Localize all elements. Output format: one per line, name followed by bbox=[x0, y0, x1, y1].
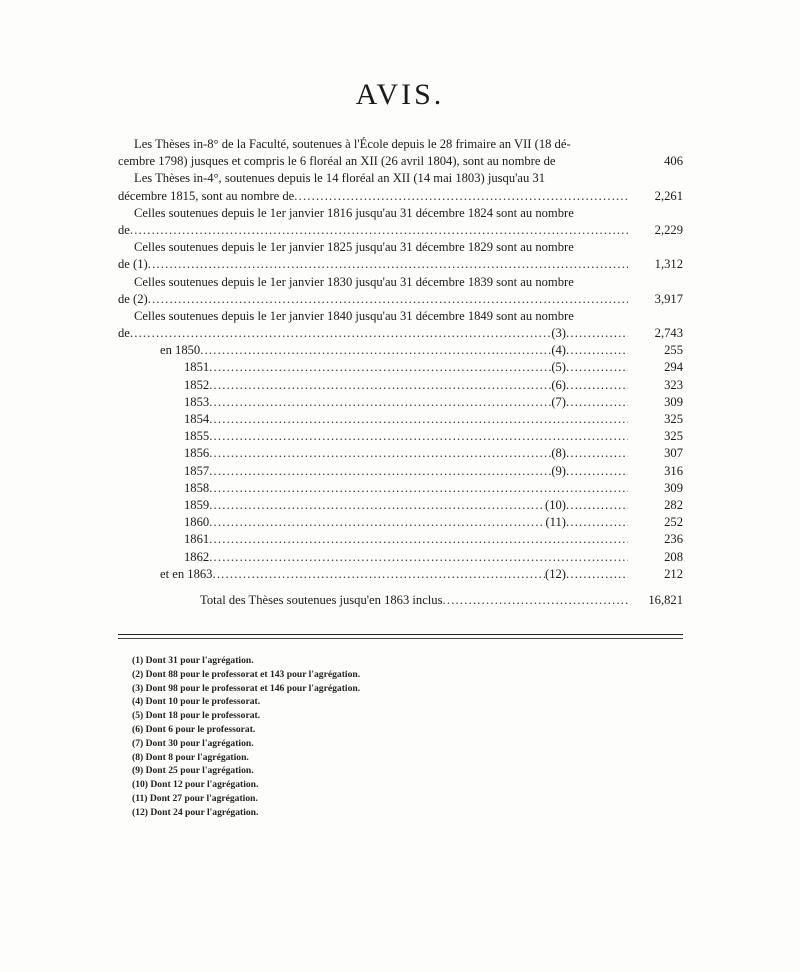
year-row bbox=[118, 497, 683, 514]
count-1840-1849: 2,743 bbox=[654, 326, 683, 341]
para-2-line-2 bbox=[118, 188, 683, 205]
count-1830-1839: 3,917 bbox=[654, 291, 683, 306]
footnote: (1) Dont 31 pour l'agrégation. bbox=[132, 655, 254, 666]
year-row bbox=[118, 549, 683, 566]
para-3-line-2 bbox=[118, 222, 683, 239]
leader bbox=[209, 480, 628, 497]
para-5-text-1: Celles soutenues depuis le 1er janvier 1830 jusqu'au 31 décembre 1839 sont au nombre bbox=[134, 274, 574, 289]
leader bbox=[566, 359, 628, 376]
footnote: (2) Dont 88 pour le professorat et 143 pour l'agrégation. bbox=[132, 668, 361, 680]
year-row bbox=[118, 463, 683, 480]
leader bbox=[209, 549, 628, 566]
year-count: 255 bbox=[664, 343, 683, 358]
leader bbox=[209, 445, 551, 462]
year-label: 1857 bbox=[184, 463, 210, 478]
divider-rule-thin bbox=[118, 638, 683, 639]
year-count: 282 bbox=[664, 497, 683, 512]
year-count: 323 bbox=[664, 377, 683, 392]
footnote: (3) Dont 98 pour le professorat et 146 pour l'agrégation. bbox=[132, 682, 361, 694]
leader bbox=[130, 222, 628, 239]
footnote: (5) Dont 18 pour le professorat. bbox=[132, 710, 261, 722]
leader bbox=[566, 445, 628, 462]
footnote-ref: (7) bbox=[551, 394, 566, 409]
year-count: 294 bbox=[664, 360, 683, 375]
year-count: 307 bbox=[664, 446, 683, 461]
total-value: 16,821 bbox=[648, 592, 683, 607]
footnote: (10) Dont 12 pour l'agrégation. bbox=[132, 779, 259, 791]
year-label: 1855 bbox=[184, 429, 210, 444]
footnote-ref: (12) bbox=[545, 566, 566, 581]
year-count: 316 bbox=[664, 463, 683, 478]
divider-rule bbox=[118, 634, 683, 635]
leader bbox=[209, 463, 551, 480]
leader bbox=[209, 428, 628, 445]
leader bbox=[209, 497, 545, 514]
footnote: (11) Dont 27 pour l'agrégation. bbox=[132, 792, 258, 804]
leader bbox=[566, 325, 628, 342]
year-rows bbox=[118, 342, 683, 583]
para-3-line-1 bbox=[118, 205, 683, 222]
para-6-text-1: Celles soutenues depuis le 1er janvier 1840 jusqu'au 31 décembre 1849 sont au nombre bbox=[134, 308, 574, 323]
year-row bbox=[118, 394, 683, 411]
leader bbox=[209, 394, 551, 411]
para-1-line-1 bbox=[118, 136, 683, 153]
footnote-ref: (10) bbox=[545, 497, 566, 512]
year-label: 1856 bbox=[184, 446, 210, 461]
leader bbox=[130, 325, 551, 342]
year-row bbox=[118, 411, 683, 428]
year-label: 1851 bbox=[184, 360, 210, 375]
count-1825-1829: 1,312 bbox=[654, 257, 683, 272]
leader bbox=[209, 377, 551, 394]
leader bbox=[209, 359, 551, 376]
year-row bbox=[118, 514, 683, 531]
year-label: 1858 bbox=[184, 480, 210, 495]
footnote-ref: (6) bbox=[551, 377, 566, 392]
year-count: 236 bbox=[664, 532, 683, 547]
leader bbox=[209, 531, 628, 548]
footnote-ref: (8) bbox=[551, 446, 566, 461]
para-4-text-2: de (1) bbox=[118, 257, 148, 272]
leader bbox=[566, 566, 628, 583]
footnote: (6) Dont 6 pour le professorat. bbox=[132, 723, 256, 735]
year-row bbox=[118, 377, 683, 394]
para-5-text-2: de (2) bbox=[118, 291, 148, 306]
footnote-ref: (9) bbox=[551, 463, 566, 478]
footnote: (9) Dont 25 pour l'agrégation. bbox=[132, 765, 254, 777]
year-label: 1860 bbox=[184, 515, 210, 530]
leader bbox=[212, 566, 545, 583]
year-count: 325 bbox=[664, 412, 683, 426]
leader bbox=[566, 342, 628, 359]
year-count: 325 bbox=[664, 429, 683, 444]
para-3-text-1: Celles soutenues depuis le 1er janvier 1816 jusqu'au 31 décembre 1824 sont au nombre bbox=[134, 205, 574, 220]
para-1-line-2 bbox=[118, 153, 683, 170]
theses-table bbox=[118, 136, 683, 609]
footnote-ref: (5) bbox=[551, 360, 566, 375]
footnote: (8) Dont 8 pour l'agrégation. bbox=[132, 751, 249, 763]
year-count: 252 bbox=[664, 515, 683, 530]
para-6-text-2: de bbox=[118, 326, 130, 341]
year-row bbox=[118, 342, 683, 359]
leader bbox=[566, 394, 628, 411]
page-title: AVIS. bbox=[355, 78, 445, 111]
count-1798-1804: 406 bbox=[664, 154, 683, 169]
leader bbox=[566, 497, 628, 514]
year-label: 1861 bbox=[184, 532, 210, 547]
para-4-line-1 bbox=[118, 239, 683, 256]
year-count: 212 bbox=[664, 566, 683, 581]
leader bbox=[294, 188, 628, 205]
year-label: 1853 bbox=[184, 394, 210, 409]
year-label: 1862 bbox=[184, 549, 210, 564]
year-count: 309 bbox=[664, 480, 683, 495]
leader bbox=[148, 256, 628, 273]
count-1803-1815: 2,261 bbox=[654, 188, 683, 203]
year-label: en 1850 bbox=[160, 343, 201, 358]
para-1-text-1: Les Thèses in-8° de la Faculté, soutenues à l'École depuis le 28 frimaire an VII (18 dé- bbox=[134, 137, 571, 151]
year-row bbox=[118, 531, 683, 548]
year-row bbox=[118, 566, 683, 583]
para-2-text-1: Les Thèses in-4°, soutenues depuis le 14 floréal an XII (14 mai 1803) jusqu'au 31 bbox=[134, 171, 546, 186]
year-label: et en 1863 bbox=[160, 566, 213, 581]
leader bbox=[148, 291, 628, 308]
para-1-text-2: cembre 1798) jusques et compris le 6 floréal an XII (26 avril 1804), sont au nombre de bbox=[118, 154, 556, 169]
leader bbox=[566, 463, 628, 480]
para-4-text-1: Celles soutenues depuis le 1er janvier 1825 jusqu'au 31 décembre 1829 sont au nombre bbox=[134, 240, 574, 255]
para-4-line-2 bbox=[118, 256, 683, 273]
para-3-text-2: de bbox=[118, 222, 130, 237]
footnote: (4) Dont 10 pour le professorat. bbox=[132, 696, 261, 708]
year-row bbox=[118, 480, 683, 497]
leader bbox=[566, 514, 628, 531]
para-5-line-2 bbox=[118, 291, 683, 308]
footnotes bbox=[132, 654, 360, 820]
footnote-ref: (3) bbox=[551, 326, 566, 341]
year-count: 309 bbox=[664, 394, 683, 409]
para-2-text-2: décembre 1815, sont au nombre de bbox=[118, 188, 295, 203]
footnote: (12) Dont 24 pour l'agrégation. bbox=[132, 806, 259, 818]
total-row bbox=[118, 591, 683, 609]
leader bbox=[209, 411, 628, 428]
count-1816-1824: 2,229 bbox=[654, 222, 683, 237]
footnote: (7) Dont 30 pour l'agrégation. bbox=[132, 737, 254, 749]
year-row bbox=[118, 428, 683, 445]
footnote-ref: (11) bbox=[545, 515, 566, 530]
year-row bbox=[118, 445, 683, 462]
para-6-line-1 bbox=[118, 308, 683, 325]
para-5-line-1 bbox=[118, 274, 683, 291]
leader bbox=[566, 377, 628, 394]
footnote-ref: (4) bbox=[551, 343, 566, 358]
year-row bbox=[118, 359, 683, 376]
year-label: 1852 bbox=[184, 377, 210, 392]
leader bbox=[443, 591, 628, 609]
total-label: Total des Thèses soutenues jusqu'en 1863 inclus bbox=[200, 592, 443, 607]
leader bbox=[209, 514, 545, 531]
para-6-line-2 bbox=[118, 325, 683, 342]
year-label: 1854 bbox=[184, 412, 210, 426]
year-label: 1859 bbox=[184, 497, 210, 512]
para-2-line-1 bbox=[118, 170, 683, 187]
leader bbox=[200, 342, 551, 359]
year-count: 208 bbox=[664, 549, 683, 564]
